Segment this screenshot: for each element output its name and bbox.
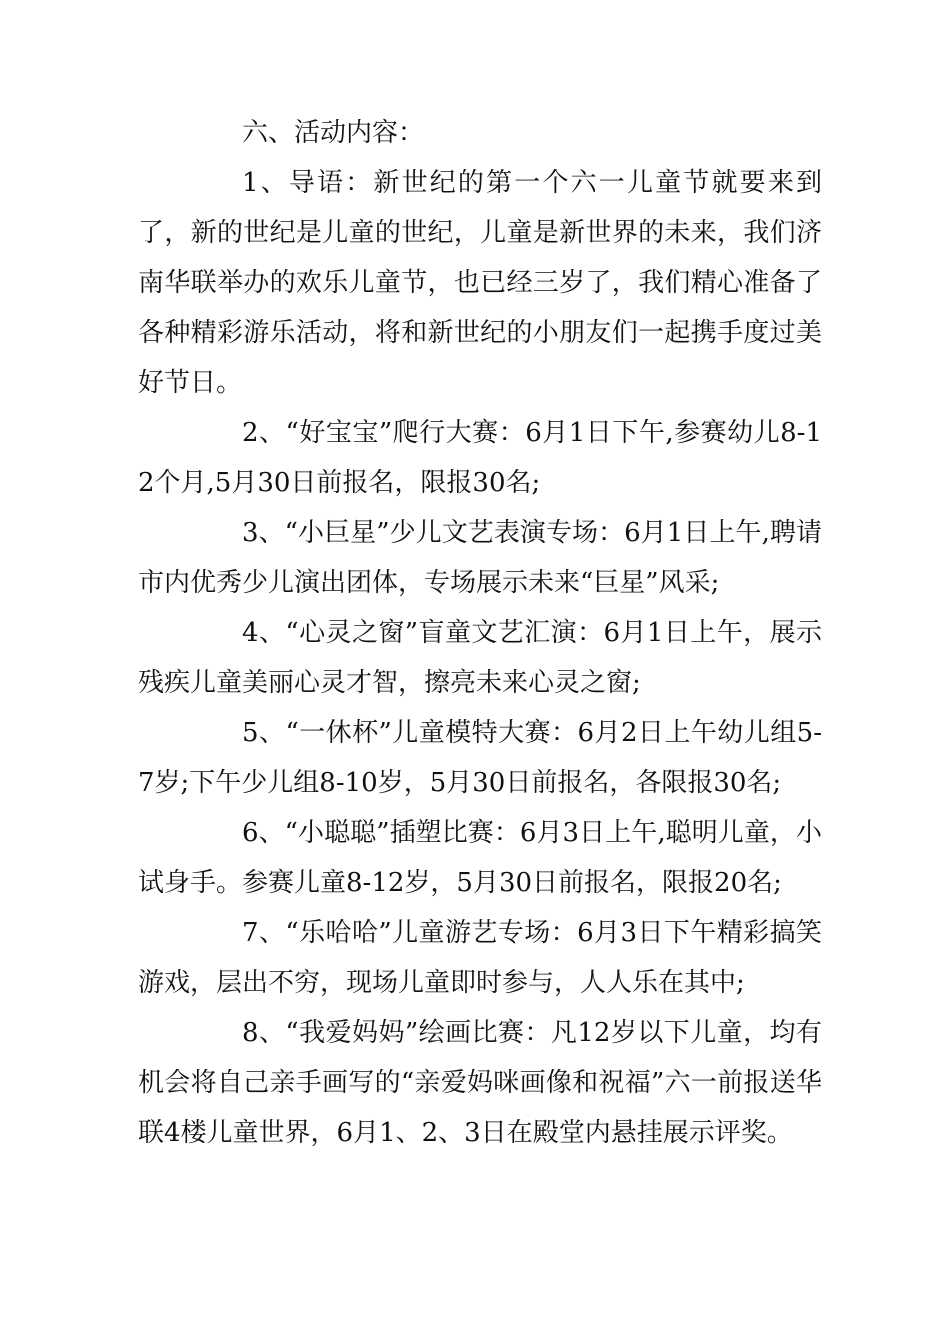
paragraph-item-2: 2、“好宝宝”爬行大赛：6月1日下午,参赛幼儿8-12个月,5月30日前报名，限报30名; — [138, 418, 822, 498]
paragraph-item-4: 4、“心灵之窗”盲童文艺汇演：6月1日上午，展示残疾儿童美丽心灵才智，擦亮未来心灵之窗; — [138, 618, 822, 698]
document-body — [138, 108, 822, 1158]
paragraph-item-8: 8、“我爱妈妈”绘画比赛：凡12岁以下儿童，均有机会将自己亲手画写的“亲爱妈咪画像和祝福”六一前报送华联4楼儿童世界，6月1、2、3日在殿堂内悬挂展示评奖。 — [138, 1018, 822, 1148]
paragraph-item-1: 1、导语：新世纪的第一个六一儿童节就要来到了，新的世纪是儿童的世纪，儿童是新世界的未来，我们济南华联举办的欢乐儿童节，也已经三岁了，我们精心准备了各种精彩游乐活动，将和新世纪的小朋友们一起携手度过美好节日。 — [138, 168, 822, 398]
paragraph-item-3: 3、“小巨星”少儿文艺表演专场：6月1日上午,聘请市内优秀少儿演出团体，专场展示未来“巨星”风采; — [138, 518, 822, 598]
paragraph-item-7: 7、“乐哈哈”儿童游艺专场：6月3日下午精彩搞笑游戏，层出不穷，现场儿童即时参与，人人乐在其中; — [138, 918, 822, 998]
section-heading: 六、活动内容： — [242, 118, 425, 148]
paragraph-item-5: 5、“一休杯”儿童模特大赛：6月2日上午幼儿组5-7岁;下午少儿组8-10岁，5月30日前报名，各限报30名; — [138, 718, 822, 798]
paragraph-item-6: 6、“小聪聪”插塑比赛：6月3日上午,聪明儿童，小试身手。参赛儿童8-12岁，5月30日前报名，限报20名; — [138, 818, 822, 898]
